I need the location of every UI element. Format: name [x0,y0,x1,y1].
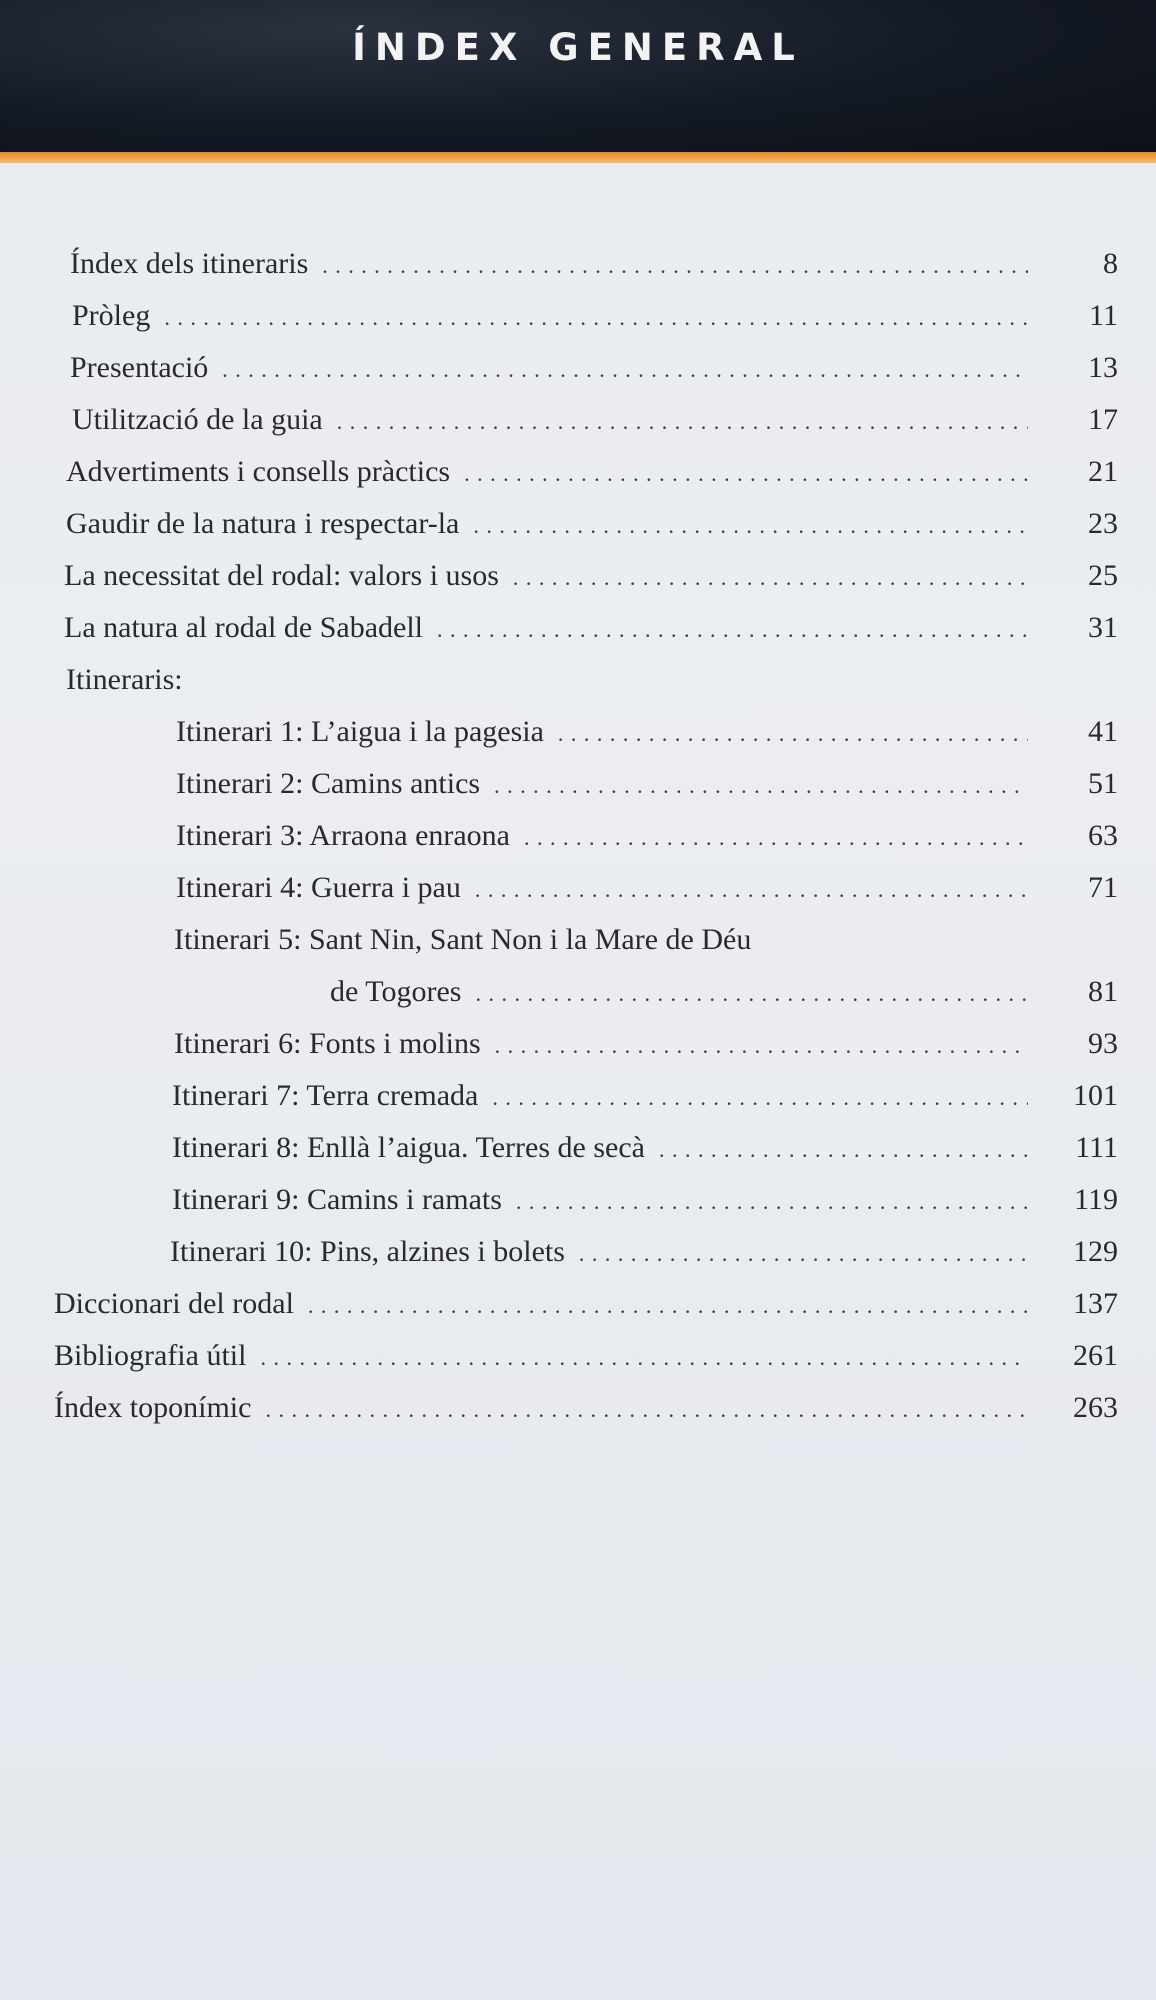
toc-entry-page: 261 [1073,1339,1118,1372]
toc-entry-page: 17 [1088,403,1118,436]
dot-leader [495,1022,1028,1070]
page-title: ÍNDEX GENERAL [352,26,804,69]
toc-entry-label: Índex dels itineraris [70,247,309,280]
toc-entry-page: 101 [1073,1079,1118,1112]
toc-entry-page: 25 [1088,559,1118,592]
toc-entry-label: Itinerari 4: Guerra i pau [176,871,461,904]
toc-entry-page: 93 [1088,1027,1118,1060]
toc-entry-page: 119 [1074,1183,1118,1216]
toc-entry[interactable] [172,1176,1118,1224]
dot-leader [222,346,1028,394]
toc-entry-label-continued: de Togores [330,975,462,1008]
toc-entry-page: 137 [1073,1287,1118,1320]
toc-entry[interactable] [176,812,1118,860]
toc-entry[interactable] [72,292,1118,340]
toc-entry[interactable] [72,396,1118,444]
toc-entry-page: 8 [1103,247,1118,280]
toc-entry[interactable] [66,500,1118,548]
toc-entry-page: 63 [1088,819,1118,852]
toc-entry-page: 13 [1088,351,1118,384]
toc-entry-label: Advertiments i consells pràctics [66,455,451,488]
dot-leader [308,1282,1028,1330]
dot-leader [492,1074,1028,1122]
toc-entry[interactable] [172,1072,1118,1120]
toc-entry-page: 81 [1088,975,1118,1008]
toc-entry-page: 129 [1073,1235,1118,1268]
toc-entry[interactable] [176,760,1118,808]
toc-entry[interactable] [66,448,1118,496]
dot-leader [464,450,1028,498]
dot-leader [260,1334,1028,1382]
toc-entry[interactable] [172,1124,1118,1172]
toc-entry-page: 31 [1088,611,1118,644]
toc-entry-label: Bibliografia útil [54,1339,247,1372]
toc-entry-page: 23 [1088,507,1118,540]
toc-entry-page: 263 [1073,1391,1118,1424]
toc-entry-label: Itinerari 6: Fonts i molins [174,1027,481,1060]
itineraris-heading: Itineraris: [66,663,183,696]
dot-leader [265,1386,1028,1434]
toc-entry-page: 41 [1088,715,1118,748]
toc-entry-page: 51 [1088,767,1118,800]
toc-entry-label: Itinerari 1: L’aigua i la pagesia [176,715,544,748]
dot-leader [475,970,1028,1018]
dot-leader [164,294,1028,342]
toc-entry-label: Presentació [70,351,209,384]
dot-leader [659,1126,1028,1174]
dot-leader [475,866,1028,914]
toc-entry-label: Diccionari del rodal [54,1287,294,1320]
toc-entry-label: Itinerari 2: Camins antics [176,767,481,800]
dot-leader [322,242,1028,290]
toc-entry[interactable] [70,240,1118,288]
toc-entry[interactable] [170,1228,1118,1276]
dot-leader [473,502,1028,550]
toc-entry[interactable] [54,1384,1118,1432]
toc-entry-label: Itinerari 3: Arraona enraona [176,819,510,852]
toc-entry[interactable] [176,708,1118,756]
toc-entry-page: 71 [1088,871,1118,904]
toc-entry[interactable] [64,604,1118,652]
dot-leader [513,554,1028,602]
dot-leader [337,398,1028,446]
dot-leader [437,606,1028,654]
toc-entry[interactable] [54,1280,1118,1328]
toc-entry-page: 111 [1075,1131,1118,1164]
dot-leader [558,710,1028,758]
toc-entry-label[interactable]: Itinerari 5: Sant Nin, Sant Non i la Mare de Déu [174,923,752,956]
toc-entry[interactable] [176,864,1118,912]
toc-entry-label: La necessitat del rodal: valors i usos [64,559,499,592]
dot-leader [516,1178,1028,1226]
toc-entry-label: Gaudir de la natura i respectar-la [66,507,460,540]
toc-entry[interactable] [330,968,1118,1016]
dot-leader [494,762,1028,810]
toc-entry-label: Itinerari 10: Pins, alzines i bolets [170,1235,565,1268]
toc-entry-label: Índex toponímic [54,1391,252,1424]
toc-entry-page: 21 [1088,455,1118,488]
toc-entry-label: Pròleg [72,299,151,332]
toc-entry[interactable] [174,1020,1118,1068]
toc-entry-label: Itinerari 7: Terra cremada [172,1079,479,1112]
toc-entry-label: Utilització de la guia [72,403,323,436]
toc-entry-label: La natura al rodal de Sabadell [64,611,424,644]
toc-entry-label: Itinerari 9: Camins i ramats [172,1183,502,1216]
dot-leader [579,1230,1028,1278]
toc-entry[interactable] [54,1332,1118,1380]
toc-entry-label: Itinerari 8: Enllà l’aigua. Terres de secà [172,1131,645,1164]
toc-entry-page: 11 [1089,299,1118,332]
toc-entry[interactable] [70,344,1118,392]
dot-leader [524,814,1028,862]
toc-entry[interactable] [64,552,1118,600]
